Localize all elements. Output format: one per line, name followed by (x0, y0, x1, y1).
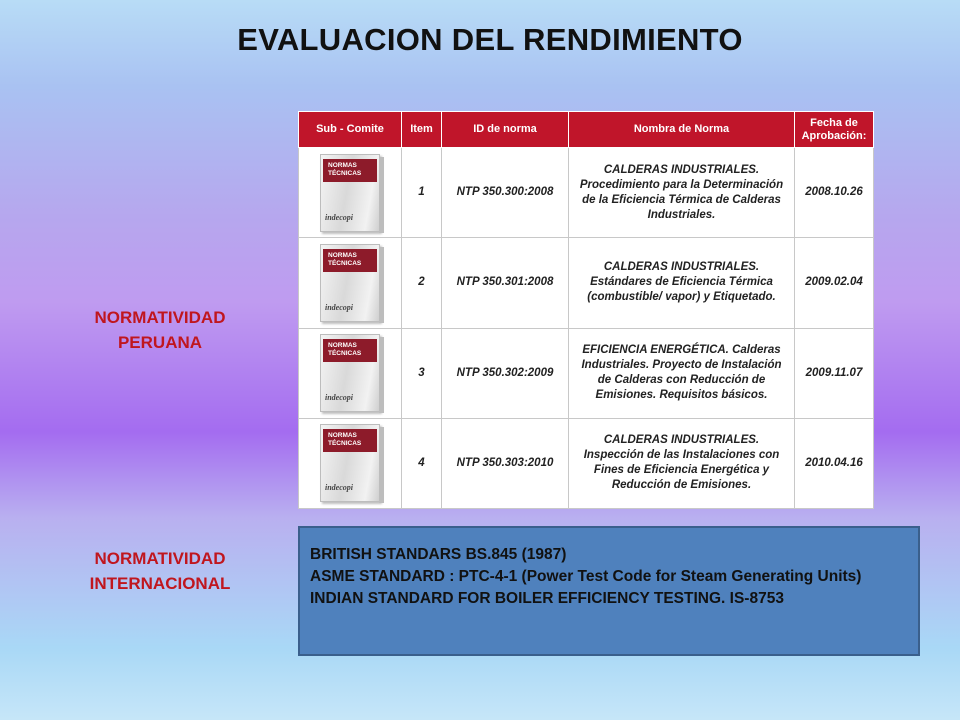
normas-tecnicas-book-image (320, 244, 380, 322)
date-cell: 2009.11.07 (795, 328, 874, 418)
name-cell: CALDERAS INDUSTRIALES. Inspección de las Instalaciones con Fines de Eficiencia Energética y Reducción de Emisiones. (569, 418, 795, 508)
book-publisher: indecopi (325, 302, 353, 312)
normas-tecnicas-book-image (320, 334, 380, 412)
name-cell: CALDERAS INDUSTRIALES. Estándares de Eficiencia Térmica (combustible/ vapor) y Etiquetado. (569, 238, 795, 328)
book-cell (299, 418, 402, 508)
label-line: NORMATIVIDAD (94, 308, 226, 327)
name-cell: CALDERAS INDUSTRIALES. Procedimiento para la Determinación de la Eficiencia Térmica de Calderas Industriales. (569, 148, 795, 238)
book-band: NORMAS TÉCNICAS (323, 249, 377, 272)
book-spine (379, 337, 384, 413)
id-cell: NTP 350.303:2010 (442, 418, 569, 508)
table-row (299, 328, 874, 418)
book-cell (299, 238, 402, 328)
item-cell: 4 (402, 418, 442, 508)
header-nombre: Nombra de Norma (569, 112, 795, 148)
item-cell: 2 (402, 238, 442, 328)
standard-line: INDIAN STANDARD FOR BOILER EFFICIENCY TESTING. IS-8753 (310, 590, 784, 607)
page-title: EVALUACION DEL RENDIMIENTO (237, 22, 743, 57)
book-cell (299, 148, 402, 238)
label-line: PERUANA (117, 333, 203, 352)
international-standards-box (298, 526, 920, 656)
name-cell: EFICIENCIA ENERGÉTICA. Calderas Industriales. Proyecto de Instalación de Calderas con Reducción de Emisiones. Requisitos básicos. (569, 328, 795, 418)
date-cell: 2010.04.16 (795, 418, 874, 508)
table-row (299, 238, 874, 328)
label-normatividad-peruana (60, 305, 260, 355)
book-band: NORMAS TÉCNICAS (323, 159, 377, 182)
book-spine (379, 157, 384, 233)
label-normatividad-internacional (50, 546, 270, 596)
book-publisher: indecopi (325, 212, 353, 222)
table-row (299, 418, 874, 508)
standards-table (298, 111, 873, 509)
table-header-row (299, 112, 874, 148)
normas-tecnicas-book-image (320, 424, 380, 502)
normas-tecnicas-book-image (320, 154, 380, 232)
standard-line: BRITISH STANDARS BS.845 (1987) (310, 546, 567, 563)
date-cell: 2008.10.26 (795, 148, 874, 238)
header-id: ID de norma (442, 112, 569, 148)
book-band: NORMAS TÉCNICAS (323, 339, 377, 362)
standard-line: ASME STANDARD : PTC-4-1 (Power Test Code for Steam Generating Units) (310, 568, 862, 585)
header-subcomite: Sub - Comite (299, 112, 402, 148)
label-line: INTERNACIONAL (89, 574, 231, 593)
id-cell: NTP 350.301:2008 (442, 238, 569, 328)
header-item: Item (402, 112, 442, 148)
label-line: NORMATIVIDAD (94, 549, 226, 568)
id-cell: NTP 350.300:2008 (442, 148, 569, 238)
date-cell: 2009.02.04 (795, 238, 874, 328)
id-cell: NTP 350.302:2009 (442, 328, 569, 418)
book-publisher: indecopi (325, 393, 353, 403)
table-row (299, 148, 874, 238)
item-cell: 1 (402, 148, 442, 238)
book-spine (379, 247, 384, 323)
item-cell: 3 (402, 328, 442, 418)
book-spine (379, 427, 384, 503)
book-publisher: indecopi (325, 483, 353, 493)
book-band: NORMAS TÉCNICAS (323, 429, 377, 452)
header-fecha: Fecha de Aprobación: (795, 112, 874, 148)
book-cell (299, 328, 402, 418)
